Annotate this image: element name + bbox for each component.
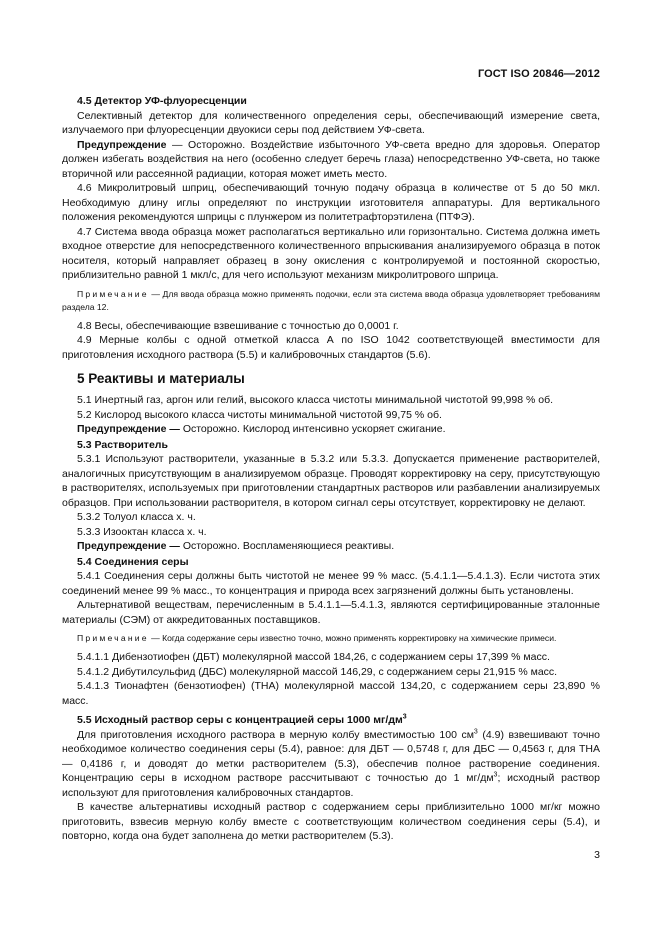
section-5-4-alternative: Альтернативой веществам, перечисленным в 5.4.1.1—5.4.1.3, являются сертифицированные эталонные материалы (СЭМ) от аккредитованных поставщиков. bbox=[62, 599, 600, 626]
section-4-5-text: Селективный детектор для количественного определения серы, обеспечивающий измерение света, излучаемого при флуоресценции двуокиси серы под действием УФ-света. bbox=[62, 109, 600, 136]
section-4-5-warning bbox=[62, 138, 600, 182]
page-content bbox=[62, 93, 600, 844]
warning-label: Предупреждение bbox=[77, 138, 167, 151]
section-4-7: 4.7 Система ввода образца может располагаться вертикально или горизонтально. Система должна иметь входное отверстие для непосредственного количественного впрыскивания анализируемого образца в поток носителя, который направляет образец в зону окисления с контролируемой и постоянной скоростью, приблизительно равной 1 мкл/с, для чего используют механизм микролитрового шприца. bbox=[62, 225, 600, 281]
section-5-5-heading bbox=[62, 713, 600, 728]
text-run: ; исходный раствор используют для приготовления калибровочных стандартов. bbox=[62, 772, 600, 799]
note-5-4 bbox=[62, 632, 600, 645]
note-text: — Для ввода образца можно применять подочки, если эта система ввода образца удовлетворяет требованиям раздела 12. bbox=[62, 288, 600, 312]
section-5-4-1-1: 5.4.1.1 Дибензотиофен (ДБТ) молекулярной массой 184,26, с содержанием серы 17,399 % масс. bbox=[77, 651, 550, 663]
note-label: Примечание bbox=[77, 633, 149, 643]
warning-text: Осторожно. Воспламеняющиеся реактивы. bbox=[179, 540, 395, 552]
warning-label: Предупреждение — bbox=[77, 423, 180, 435]
section-5-4-1: 5.4.1 Соединения серы должны быть чистотой не менее 99 % масс. (5.4.1.1—5.4.1.3). Если чистота этих соединений менее 99 % масс., то концентрация и природа всех загрязнений должны быть установлены. bbox=[62, 570, 600, 597]
section-5-4-1-2: 5.4.1.2 Дибутилсульфид (ДБС) молекулярной массой 146,29, с содержанием серы 21,915 % масс. bbox=[77, 665, 558, 678]
note-text: — Когда содержание серы известно точно, можно применять корректировку на химические примеси. bbox=[148, 633, 557, 643]
section-5-4-1-3: 5.4.1.3 Тионафтен (бензотиофен) (ТНА) молекулярной массой 134,20, с содержанием серы 23,890 % масс. bbox=[62, 680, 600, 707]
note-label: Примечание bbox=[77, 288, 149, 299]
text-run: Для приготовления исходного раствора в мерную колбу вместимостью 100 см bbox=[77, 728, 474, 741]
section-5-5-alternative: В качестве альтернативы исходный раствор с содержанием серы приблизительно 1000 мг/кг можно приготовить, взвесив мерную колбу вместе с соответствующим количеством соединения серы (5.4), и повторно, когда она будет заполнена до метки растворителем (5.3). bbox=[62, 801, 600, 842]
section-5-2: 5.2 Кислород высокого класса чистоты минимальной чистотой 99,75 % об. bbox=[77, 408, 442, 421]
section-5-3-2: 5.3.2 Толуол класса х. ч. bbox=[77, 511, 196, 523]
section-5-heading: 5 Реактивы и материалы bbox=[77, 371, 245, 386]
section-5-1: 5.1 Инертный газ, аргон или гелий, высокого класса чистоты минимальной чистотой 99,998 % об. bbox=[77, 394, 554, 406]
document-id-header: ГОСТ ISO 20846—2012 bbox=[477, 68, 600, 80]
superscript: 3 bbox=[493, 771, 498, 779]
section-4-6: 4.6 Микролитровый шприц, обеспечивающий точную подачу образца в количестве от 5 до 50 мкл. Необходимую длину иглы определяют по инструкции изготовителя аппаратуры. Для вертикального положения рекомендуются шприцы с плунжером из политетрафторэтилена (ПТФЭ). bbox=[62, 182, 600, 223]
section-4-8: 4.8 Весы, обеспечивающие взвешивание с точностью до 0,0001 г. bbox=[77, 319, 399, 332]
superscript: 3 bbox=[402, 713, 407, 721]
page-number: 3 bbox=[594, 849, 600, 861]
warning-text: — Осторожно. Воздействие избыточного УФ-света вредно для здоровья. Оператор должен избегать воздействия на него (особенно следует беречь глаза) непосредственно УФ-света, но также вторичной или рассеянной радиации, которая может иметь место. bbox=[62, 138, 600, 180]
warning-label: Предупреждение — bbox=[77, 540, 180, 552]
warning-text: Осторожно. Кислород интенсивно ускоряет сжигание. bbox=[179, 423, 446, 435]
section-5-2-warning bbox=[62, 422, 600, 437]
section-5-5-heading-text: 5.5 Исходный раствор серы с концентрацией серы 1000 мг/дм bbox=[77, 714, 403, 726]
section-5-5-text bbox=[62, 728, 600, 801]
note-4-7 bbox=[62, 288, 600, 314]
section-5-4-heading: 5.4 Соединения серы bbox=[77, 555, 189, 568]
section-5-3-heading: 5.3 Растворитель bbox=[77, 438, 168, 451]
section-4-5-heading: 4.5 Детектор УФ-флуоресценции bbox=[77, 95, 247, 107]
text-run: (4.9) взвешивают точно необходимое количество соединения серы (5.4), равное: для ДБТ — 0,5748 г, для ДБС — 0,4563 г, для ТНА — 0,4186 г, и доводят до метки растворителем (5.3), обеспечив полное растворение соединения. Концентрацию серы в исходном растворе рассчитывают с точностью до 1 мг/дм bbox=[62, 728, 600, 784]
superscript: 3 bbox=[473, 728, 478, 735]
section-5-3-warning bbox=[62, 539, 600, 554]
section-5-3-1: 5.3.1 Используют растворители, указанные в 5.3.2 или 5.3.3. Допускается применение растворителей, аналогичных присутствующим в анализируемом образце. Проводят корректировку на серу, присутствующую в растворителях, используемых при приготовлении стандартных растворов или разбавлении анализируемых образцов. При использовании растворителя, в котором сигнал серы отсутствует, корректировку не делают. bbox=[62, 453, 600, 509]
section-4-9: 4.9 Мерные колбы с одной отметкой класса А по ISO 1042 соответствующей вместимости для приготовления исходного раствора (5.5) и калибровочных стандартов (5.6). bbox=[62, 334, 600, 361]
section-5-3-3: 5.3.3 Изооктан класса х. ч. bbox=[77, 525, 207, 538]
